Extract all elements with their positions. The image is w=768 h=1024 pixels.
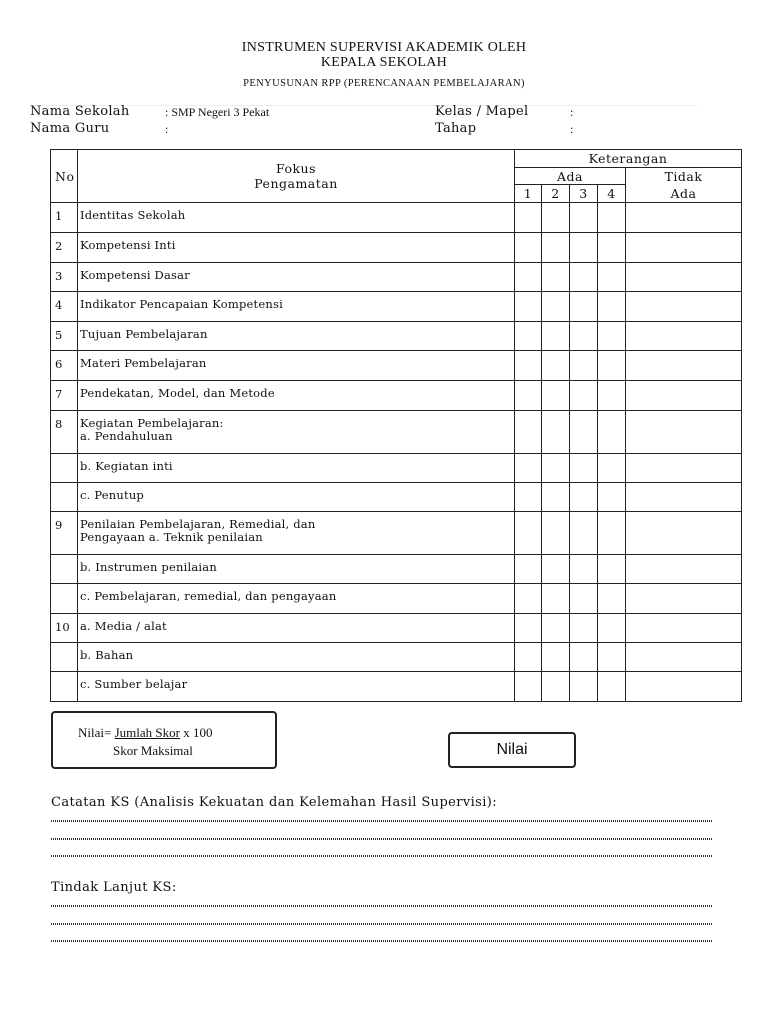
score-cell-2[interactable]: [542, 584, 570, 614]
tidak-ada-cell[interactable]: [626, 672, 742, 702]
score-cell-4[interactable]: [598, 351, 626, 381]
row-fokus: b. Kegiatan inti: [78, 454, 515, 483]
score-cell-3[interactable]: [570, 555, 598, 584]
score-cell-4[interactable]: [598, 322, 626, 351]
row-number: [51, 584, 78, 614]
row-number: [51, 454, 78, 483]
score-cell-4[interactable]: [598, 454, 626, 483]
table-row: [51, 411, 742, 454]
score-cell-1[interactable]: [515, 454, 542, 483]
score-cell-4[interactable]: [598, 381, 626, 411]
score-cell-1[interactable]: [515, 351, 542, 381]
header-no: No: [51, 150, 78, 203]
header-tidak-line1: Tidak: [664, 169, 703, 184]
row-fokus: Tujuan Pembelajaran: [78, 322, 515, 351]
score-cell-3[interactable]: [570, 584, 598, 614]
score-header-2: 2: [542, 185, 570, 203]
nama-guru-value: :: [165, 122, 169, 136]
row-fokus: c. Sumber belajar: [78, 672, 515, 702]
row-number: 5: [51, 322, 78, 351]
score-cell-1[interactable]: [515, 411, 542, 454]
row-fokus: Materi Pembelajaran: [78, 351, 515, 381]
tidak-ada-cell[interactable]: [626, 292, 742, 322]
score-cell-3[interactable]: [570, 322, 598, 351]
document-title-line2: KEPALA SEKOLAH: [320, 55, 448, 70]
score-cell-1[interactable]: [515, 233, 542, 263]
nama-sekolah-label: Nama Sekolah: [30, 104, 130, 119]
tindak-line-3[interactable]: [51, 941, 712, 942]
row-number: 3: [51, 263, 78, 292]
score-cell-2[interactable]: [542, 672, 570, 702]
score-cell-3[interactable]: [570, 614, 598, 643]
header-fokus-line2: Pengamatan: [254, 176, 338, 191]
score-cell-4[interactable]: [598, 643, 626, 672]
formula-denominator: Skor Maksimal: [113, 743, 193, 758]
score-header-3: 3: [570, 185, 598, 203]
header-tidak-line2: Ada: [670, 186, 697, 201]
score-cell-2[interactable]: [542, 614, 570, 643]
row-fokus: Penilaian Pembelajaran, Remedial, dan Pengayaan a. Teknik penilaian: [78, 512, 515, 555]
tidak-ada-cell[interactable]: [626, 322, 742, 351]
table-row: [51, 512, 742, 555]
table-row: [51, 203, 742, 233]
catatan-line-3[interactable]: [51, 856, 712, 857]
score-cell-2[interactable]: [542, 292, 570, 322]
catatan-line-2[interactable]: [51, 839, 712, 840]
row-number: [51, 672, 78, 702]
tidak-ada-cell[interactable]: [626, 643, 742, 672]
score-cell-1[interactable]: [515, 672, 542, 702]
row-number: 6: [51, 351, 78, 381]
tindak-line-1[interactable]: [51, 906, 712, 907]
header-ada: Ada: [515, 168, 626, 185]
score-cell-1[interactable]: [515, 512, 542, 555]
score-cell-1[interactable]: [515, 643, 542, 672]
score-cell-2[interactable]: [542, 351, 570, 381]
table-row: [51, 322, 742, 351]
tidak-ada-cell[interactable]: [626, 351, 742, 381]
row-fokus: Pendekatan, Model, dan Metode: [78, 381, 515, 411]
score-header-4: 4: [598, 185, 626, 203]
row-number: 4: [51, 292, 78, 322]
score-cell-4[interactable]: [598, 263, 626, 292]
kelas-mapel-label: Kelas / Mapel: [435, 104, 529, 119]
table-row: [51, 233, 742, 263]
formula-suffix: x 100: [179, 725, 213, 740]
tidak-ada-cell[interactable]: [626, 454, 742, 483]
row-number: 10: [51, 614, 78, 643]
score-cell-3[interactable]: [570, 411, 598, 454]
score-cell-4[interactable]: [598, 512, 626, 555]
score-cell-4[interactable]: [598, 614, 626, 643]
table-row: [51, 483, 742, 512]
nama-sekolah-value: : SMP Negeri 3 Pekat: [165, 105, 270, 119]
score-cell-4[interactable]: [598, 672, 626, 702]
row-fokus: Kompetensi Dasar: [78, 263, 515, 292]
table-row: [51, 614, 742, 643]
score-cell-2[interactable]: [542, 233, 570, 263]
table-row: [51, 584, 742, 614]
formula-numerator-line: [78, 725, 212, 741]
score-cell-2[interactable]: [542, 454, 570, 483]
nilai-formula-box: [51, 711, 277, 769]
catatan-label: Catatan KS (Analisis Kekuatan dan Kelemahan Hasil Supervisi):: [51, 795, 498, 810]
row-fokus: b. Bahan: [78, 643, 515, 672]
score-cell-1[interactable]: [515, 263, 542, 292]
tidak-ada-cell[interactable]: [626, 555, 742, 584]
score-cell-1[interactable]: [515, 483, 542, 512]
score-cell-2[interactable]: [542, 203, 570, 233]
score-cell-3[interactable]: [570, 203, 598, 233]
header-fokus: [78, 150, 515, 203]
divider: [30, 105, 698, 106]
score-cell-3[interactable]: [570, 643, 598, 672]
tindak-lanjut-label: Tindak Lanjut KS:: [51, 880, 177, 895]
row-fokus: Kegiatan Pembelajaran: a. Pendahuluan: [78, 411, 515, 454]
score-cell-2[interactable]: [542, 643, 570, 672]
score-cell-3[interactable]: [570, 351, 598, 381]
row-fokus: Identitas Sekolah: [78, 203, 515, 233]
score-cell-2[interactable]: [542, 555, 570, 584]
score-cell-3[interactable]: [570, 381, 598, 411]
formula-prefix: Nilai=: [78, 725, 115, 740]
row-number: [51, 643, 78, 672]
score-cell-4[interactable]: [598, 584, 626, 614]
table-row: [51, 454, 742, 483]
header-fokus-line1: Fokus: [275, 161, 317, 176]
row-number: 2: [51, 233, 78, 263]
score-header-1: 1: [515, 185, 542, 203]
score-cell-2[interactable]: [542, 322, 570, 351]
row-number: 1: [51, 203, 78, 233]
score-cell-2[interactable]: [542, 263, 570, 292]
score-cell-1[interactable]: [515, 614, 542, 643]
table-row: [51, 263, 742, 292]
score-cell-3[interactable]: [570, 263, 598, 292]
tidak-ada-cell[interactable]: [626, 263, 742, 292]
row-fokus: Indikator Pencapaian Kompetensi: [78, 292, 515, 322]
row-number: 9: [51, 512, 78, 555]
tidak-ada-cell[interactable]: [626, 483, 742, 512]
score-cell-3[interactable]: [570, 454, 598, 483]
formula-numerator: Jumlah Skor: [114, 725, 180, 740]
score-cell-1[interactable]: [515, 322, 542, 351]
row-number: [51, 483, 78, 512]
score-cell-2[interactable]: [542, 381, 570, 411]
score-cell-1[interactable]: [515, 555, 542, 584]
row-number: [51, 555, 78, 584]
score-cell-2[interactable]: [542, 512, 570, 555]
score-cell-4[interactable]: [598, 555, 626, 584]
score-cell-2[interactable]: [542, 411, 570, 454]
score-cell-1[interactable]: [515, 381, 542, 411]
nilai-box: Nilai: [448, 732, 576, 768]
score-cell-4[interactable]: [598, 292, 626, 322]
table-row: [51, 381, 742, 411]
score-cell-3[interactable]: [570, 233, 598, 263]
nama-guru-label: Nama Guru: [30, 121, 110, 136]
score-cell-4[interactable]: [598, 203, 626, 233]
document-subtitle: PENYUSUNAN RPP (PERENCANAAN PEMBELAJARAN): [243, 78, 525, 89]
score-cell-4[interactable]: [598, 411, 626, 454]
tidak-ada-cell[interactable]: [626, 203, 742, 233]
header-tidak-ada: [626, 168, 742, 203]
table-row: [51, 643, 742, 672]
kelas-mapel-value: :: [570, 105, 574, 119]
score-cell-4[interactable]: [598, 483, 626, 512]
row-number: 7: [51, 381, 78, 411]
row-fokus: c. Pembelajaran, remedial, dan pengayaan: [78, 584, 515, 614]
score-cell-4[interactable]: [598, 233, 626, 263]
tindak-line-2[interactable]: [51, 924, 712, 925]
tidak-ada-cell[interactable]: [626, 233, 742, 263]
observation-table: [50, 149, 742, 702]
table-row: [51, 672, 742, 702]
row-fokus: c. Penutup: [78, 483, 515, 512]
row-fokus: Kompetensi Inti: [78, 233, 515, 263]
score-cell-3[interactable]: [570, 512, 598, 555]
tidak-ada-cell[interactable]: [626, 614, 742, 643]
table-row: [51, 292, 742, 322]
score-cell-1[interactable]: [515, 203, 542, 233]
table-row: [51, 351, 742, 381]
tahap-label: Tahap: [435, 121, 477, 136]
score-cell-3[interactable]: [570, 672, 598, 702]
tidak-ada-cell[interactable]: [626, 411, 742, 454]
score-cell-3[interactable]: [570, 483, 598, 512]
tidak-ada-cell[interactable]: [626, 584, 742, 614]
header-keterangan: Keterangan: [515, 150, 742, 168]
table-row: [51, 555, 742, 584]
row-fokus: a. Media / alat: [78, 614, 515, 643]
catatan-line-1[interactable]: [51, 821, 712, 822]
score-cell-2[interactable]: [542, 483, 570, 512]
tidak-ada-cell[interactable]: [626, 381, 742, 411]
tahap-value: :: [570, 122, 574, 136]
score-cell-1[interactable]: [515, 292, 542, 322]
document-title-line1: INSTRUMEN SUPERVISI AKADEMIK OLEH: [241, 40, 527, 55]
row-fokus: b. Instrumen penilaian: [78, 555, 515, 584]
score-cell-3[interactable]: [570, 292, 598, 322]
row-number: 8: [51, 411, 78, 454]
score-cell-1[interactable]: [515, 584, 542, 614]
tidak-ada-cell[interactable]: [626, 512, 742, 555]
